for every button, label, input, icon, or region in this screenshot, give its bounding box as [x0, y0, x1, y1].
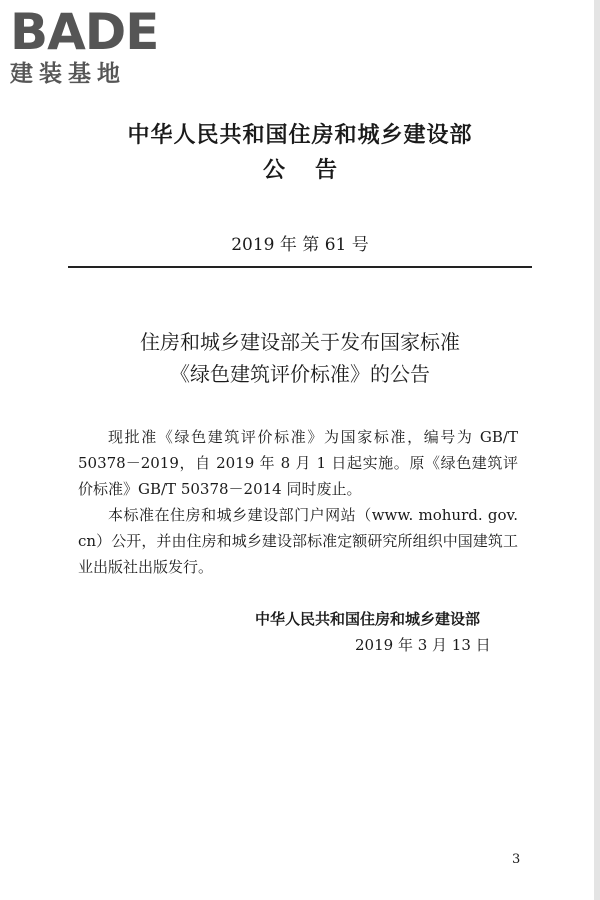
watermark-logo [10, 3, 180, 88]
body-paragraph-1: 现批准《绿色建筑评价标准》为国家标准，编号为 GB/T 50378－2019，自 2019 年 8 月 1 日起实施。原《绿色建筑评价标准》GB/T 50378－2014 同时废止。 [78, 428, 518, 498]
header-divider [68, 266, 532, 268]
issuer-heading: 中华人民共和国住房和城乡建设部 [127, 123, 473, 148]
announcement-body [78, 424, 518, 580]
title-line-1: 住房和城乡建设部关于发布国家标准 [140, 330, 460, 354]
page-number: 3 [512, 852, 521, 867]
signature-date: 2019 年 3 月 13 日 [355, 636, 491, 654]
announcement-title [0, 326, 600, 390]
title-line-2: 《绿色建筑评价标准》的公告 [170, 362, 430, 386]
document-type-heading: 公告 [262, 158, 367, 183]
document-number: 2019 年 第 61 号 [231, 235, 369, 255]
logo-brand-cn-text: 建装基地 [10, 61, 126, 87]
body-paragraph-2: 本标准在住房和城乡建设部门户网站（www. mohurd. gov. cn）公开，并由住房和城乡建设部标准定额研究所组织中国建筑工业出版社出版发行。 [78, 506, 518, 576]
logo-brand-text: BADE [10, 3, 159, 61]
signature-issuer: 中华人民共和国住房和城乡建设部 [255, 610, 481, 628]
